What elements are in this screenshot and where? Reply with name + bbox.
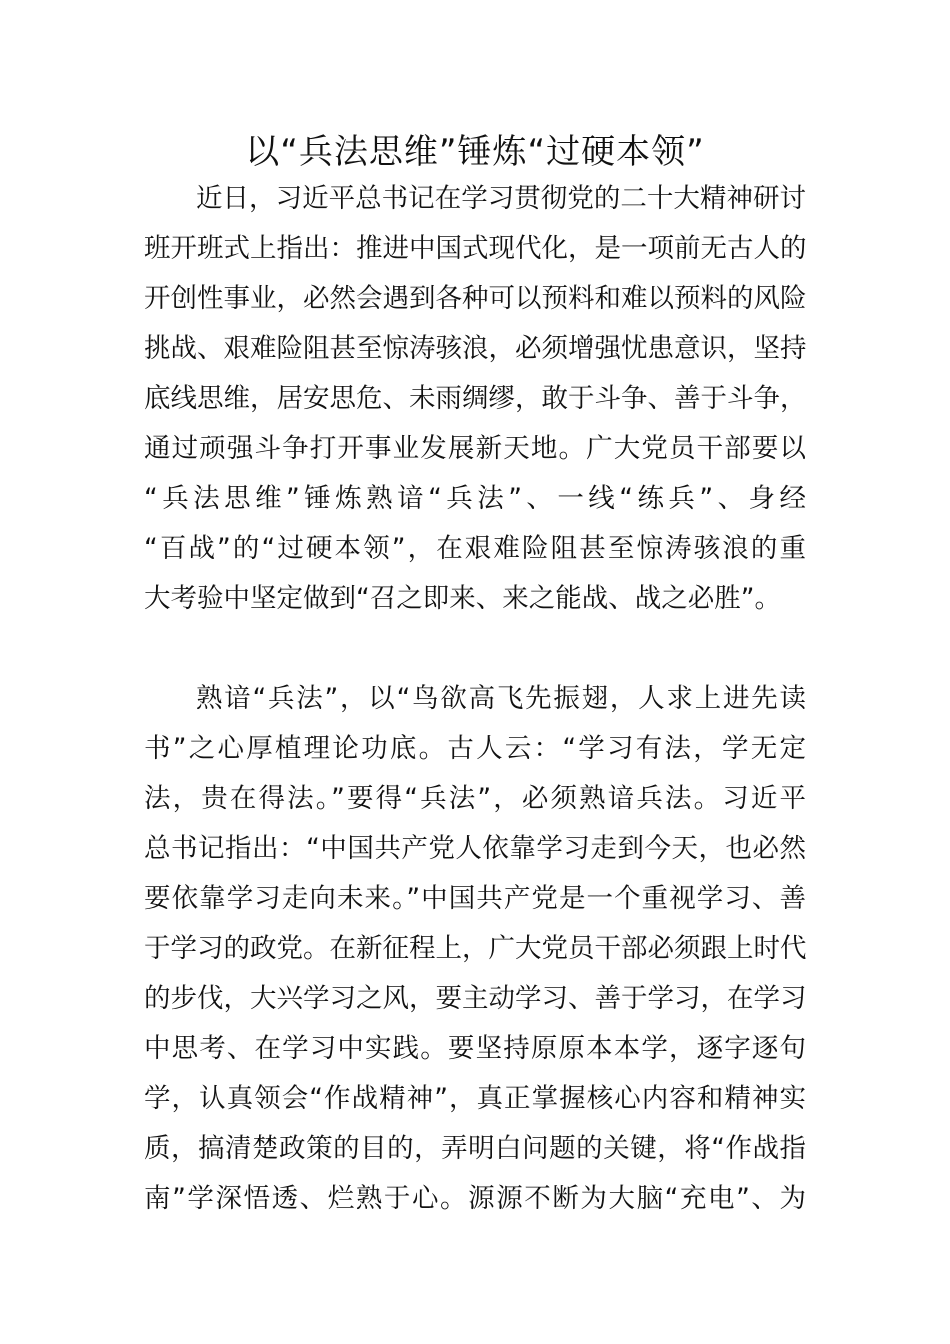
paragraph-2-line-4: 总书记指出：“中国共产党人依靠学习走到今天，也必然 xyxy=(144,833,806,864)
paragraph-1-line-5: 底线思维，居安思危、未雨绸缪，敢于斗争、善于斗争， xyxy=(144,383,806,414)
paragraph-1-line-3: 开创性事业，必然会遇到各种可以预料和难以预料的风险 xyxy=(144,283,806,314)
paragraph-2-line-2: 书”之心厚植理论功底。古人云：“学习有法，学无定 xyxy=(144,733,806,764)
document-title: 以“兵法思维”锤炼“过硬本领” xyxy=(245,132,705,172)
paragraph-1-line-9: 大考验中坚定做到“召之即来、来之能战、战之必胜”。 xyxy=(144,583,781,614)
paragraph-1-line-7: “兵法思维”锤炼熟谙“兵法”、一线“练兵”、身经 xyxy=(144,483,806,514)
paragraph-1-line-2: 班开班式上指出：推进中国式现代化，是一项前无古人的 xyxy=(144,233,806,264)
paragraph-2-line-10: 质，搞清楚政策的目的，弄明白问题的关键，将“作战指 xyxy=(144,1133,806,1164)
paragraph-1-line-8: “百战”的“过硬本领”，在艰难险阻甚至惊涛骇浪的重 xyxy=(144,533,806,564)
paragraph-2-line-7: 的步伐，大兴学习之风，要主动学习、善于学习，在学习 xyxy=(144,983,806,1014)
paragraph-1-line-4: 挑战、艰难险阻甚至惊涛骇浪，必须增强忧患意识，坚持 xyxy=(144,333,806,364)
paragraph-2-line-5: 要依靠学习走向未来。”中国共产党是一个重视学习、善 xyxy=(144,883,806,914)
paragraph-2-line-9: 学，认真领会“作战精神”，真正掌握核心内容和精神实 xyxy=(144,1083,806,1114)
paragraph-2-line-6: 于学习的政党。在新征程上，广大党员干部必须跟上时代 xyxy=(144,933,806,964)
paragraph-1-line-6: 通过顽强斗争打开事业发展新天地。广大党员干部要以 xyxy=(144,433,806,464)
paragraph-1-line-1: 近日，习近平总书记在学习贯彻党的二十大精神研讨 xyxy=(196,183,806,214)
paragraph-2-line-3: 法，贵在得法。”要得“兵法”，必须熟谙兵法。习近平 xyxy=(144,783,806,814)
paragraph-2-line-11: 南”学深悟透、烂熟于心。源源不断为大脑“充电”、为 xyxy=(144,1183,806,1214)
paragraph-2-line-1: 熟谙“兵法”，以“鸟欲高飞先振翅，人求上进先读 xyxy=(196,683,806,714)
paragraph-2-line-8: 中思考、在学习中实践。要坚持原原本本学，逐字逐句 xyxy=(144,1033,806,1064)
